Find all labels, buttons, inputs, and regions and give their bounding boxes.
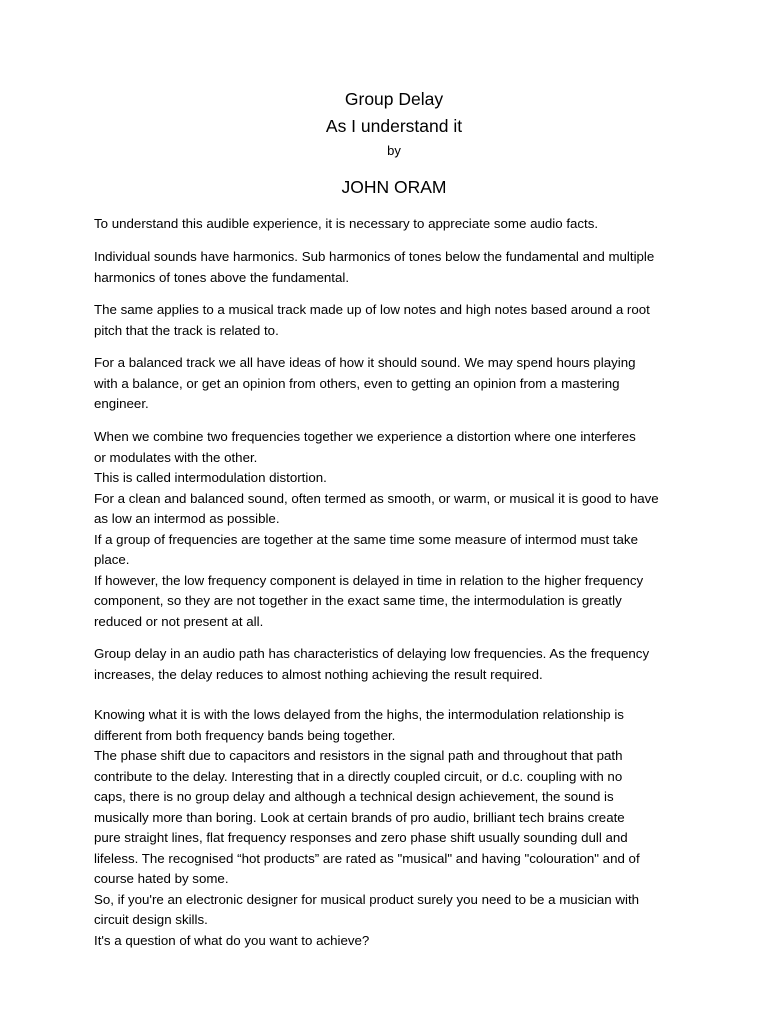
- paragraph-line: caps, there is no group delay and although a technical design achievement, the sound is: [94, 789, 614, 804]
- author-name: JOHN ORAM: [341, 177, 447, 197]
- paragraph-line: Group delay in an audio path has characteristics of delaying low frequencies. As the frequency: [94, 646, 650, 661]
- paragraph-line: The same applies to a musical track made up of low notes and high notes based around a root: [94, 302, 650, 317]
- paragraph-line: If however, the low frequency component is delayed in time in relation to the higher frequency: [94, 572, 644, 588]
- document-subtitle: As I understand it: [325, 116, 463, 136]
- paragraph-line: This is called intermodulation distortion.: [94, 470, 327, 485]
- paragraph-line: Knowing what it is with the lows delayed from the highs, the intermodulation relationship is: [94, 707, 624, 722]
- paragraph-line: Individual sounds have harmonics. Sub harmonics of tones below the fundamental and multiple: [94, 249, 655, 264]
- paragraph-line: place.: [94, 552, 130, 567]
- paragraph-line: increases, the delay reduces to almost nothing achieving the result required.: [94, 666, 543, 682]
- document-title: Group Delay: [344, 89, 444, 109]
- paragraph-line: musically more than boring. Look at certain brands of pro audio, brilliant tech brains create: [94, 809, 625, 825]
- paragraph-line: pitch that the track is related to.: [94, 322, 279, 338]
- paragraph: [94, 644, 700, 685]
- paragraph-line: harmonics of tones above the fundamental.: [94, 269, 350, 285]
- paragraph-line: circuit design skills.: [94, 912, 208, 927]
- paragraph-line: reduced or not present at all.: [94, 613, 264, 629]
- paragraph-line: engineer.: [94, 396, 149, 411]
- paragraph-line: If a group of frequencies are together at the same time some measure of intermod must take: [94, 531, 638, 547]
- paragraph-line: with a balance, or get an opinion from others, even to getting an opinion from a mastering: [94, 375, 620, 391]
- paragraph-line: For a clean and balanced sound, often termed as smooth, or warm, or musical it is good to have: [94, 490, 659, 506]
- paragraph-line: pure straight lines, flat frequency responses and zero phase shift usually sounding dull and: [94, 830, 628, 845]
- paragraph-line: or modulates with the other.: [94, 449, 258, 465]
- paragraph-line: component, so they are not together in the exact same time, the intermodulation is greatly: [94, 593, 622, 608]
- paragraph-line: different from both frequency bands being together.: [94, 727, 396, 743]
- paragraph-line: It's a question of what do you want to achieve?: [94, 932, 370, 948]
- paragraph-line: When we combine two frequencies together we experience a distortion where one interferes: [94, 429, 636, 444]
- paragraph: [94, 247, 700, 288]
- paragraph: [94, 300, 700, 341]
- paragraph: [94, 214, 700, 235]
- paragraph-line: lifeless. The recognised “hot products” are rated as "musical" and having "colouration" and of: [94, 850, 640, 866]
- paragraph-line: To understand this audible experience, it is necessary to appreciate some audio facts.: [94, 216, 599, 231]
- paragraph: [94, 427, 700, 632]
- paragraph-line: contribute to the delay. Interesting that in a directly coupled circuit, or d.c. coupling with no: [94, 768, 623, 784]
- paragraph-line: So, if you're an electronic designer for musical product surely you need to be a musician with: [94, 891, 640, 907]
- paragraph-line: The phase shift due to capacitors and resistors in the signal path and throughout that path: [94, 748, 623, 763]
- paragraph: [94, 353, 700, 415]
- paragraph-line: For a balanced track we all have ideas of how it should sound. We may spend hours playing: [94, 355, 636, 370]
- paragraph-line: as low an intermod as possible.: [94, 511, 280, 526]
- byline-by: by: [387, 143, 401, 158]
- paragraph: [94, 705, 700, 951]
- paragraph-line: course hated by some.: [94, 871, 229, 886]
